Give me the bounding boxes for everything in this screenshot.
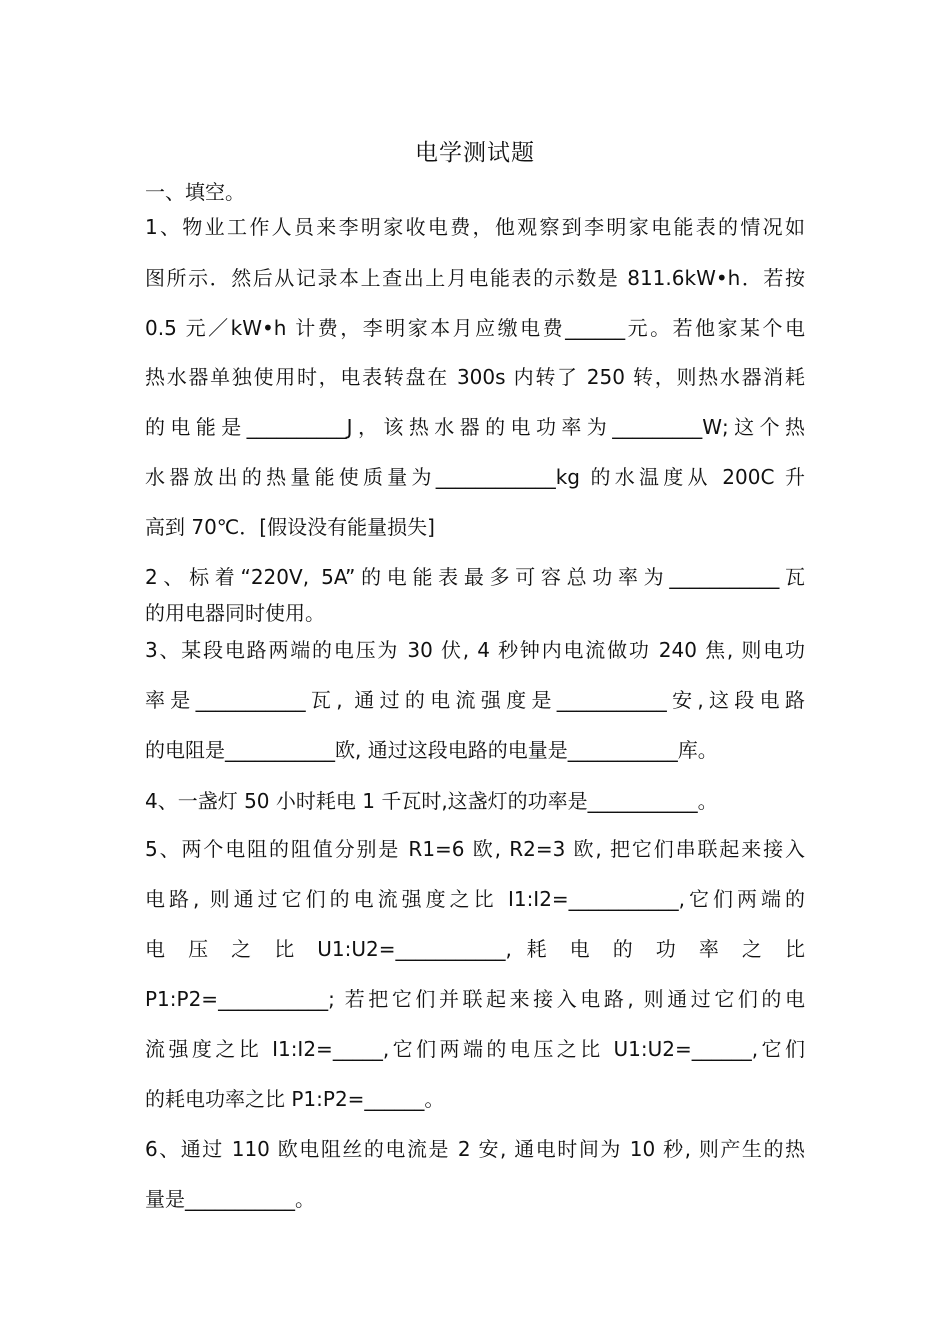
question-5-line-2: 电路, 则通过它们的电流强度之比 I1:I2=___________,它们两端的 — [145, 887, 805, 911]
question-6-line-1: 6、通过 110 欧电阻丝的电流是 2 安, 通电时间为 10 秒, 则产生的热 — [145, 1137, 805, 1161]
question-3-line-2: 率是___________瓦, 通过的电流强度是___________安,这段电路 — [145, 688, 805, 712]
page-title: 电学测试题 — [415, 140, 535, 166]
question-1-line-2: 图所示．然后从记录本上查出上月电能表的示数是 811.6kW•h．若按 — [145, 266, 805, 290]
question-2-line-1: 2、标着“220V, 5A”的电能表最多可容总功率为___________瓦 — [145, 565, 805, 589]
question-5-line-6: 的耗电功率之比 P1:P2=______。 — [145, 1087, 445, 1111]
question-1-line-7: 高到 70℃．[假设没有能量损失] — [145, 515, 435, 539]
question-1-line-6: 水器放出的热量能使质量为____________kg 的水温度从 200C 升 — [145, 465, 805, 489]
section-heading: 一、填空。 — [145, 180, 245, 204]
question-1-line-3: 0.5 元／kW•h 计费，李明家本月应缴电费______元。若他家某个电 — [145, 316, 805, 340]
question-4-line-1: 4、一盏灯 50 小时耗电 1 千瓦时,这盏灯的功率是___________。 — [145, 789, 718, 813]
question-3-line-3: 的电阻是___________欧, 通过这段电路的电量是___________库。 — [145, 738, 718, 762]
question-3-line-1: 3、某段电路两端的电压为 30 伏, 4 秒钟内电流做功 240 焦, 则电功 — [145, 638, 805, 662]
question-1-line-1: 1、物业工作人员来李明家收电费，他观察到李明家电能表的情况如 — [145, 215, 805, 239]
question-1-line-5: 的电能是__________J，该热水器的电功率为_________W;这个热 — [145, 415, 805, 439]
question-2-line-2: 的用电器同时使用。 — [145, 601, 325, 625]
question-5-line-4: P1:P2=___________; 若把它们并联起来接入电路, 则通过它们的电 — [145, 987, 805, 1011]
question-6-line-2: 量是___________。 — [145, 1187, 315, 1211]
question-5-line-3: 电 压 之 比 U1:U2=___________, 耗 电 的 功 率 之 比 — [145, 937, 805, 961]
question-1-line-4: 热水器单独使用时，电表转盘在 300s 内转了 250 转，则热水器消耗 — [145, 365, 805, 389]
question-5-line-5: 流强度之比 I1:I2=_____,它们两端的电压之比 U1:U2=______,它们 — [145, 1037, 805, 1061]
question-5-line-1: 5、两个电阻的阻值分别是 R1=6 欧, R2=3 欧, 把它们串联起来接入 — [145, 837, 805, 861]
